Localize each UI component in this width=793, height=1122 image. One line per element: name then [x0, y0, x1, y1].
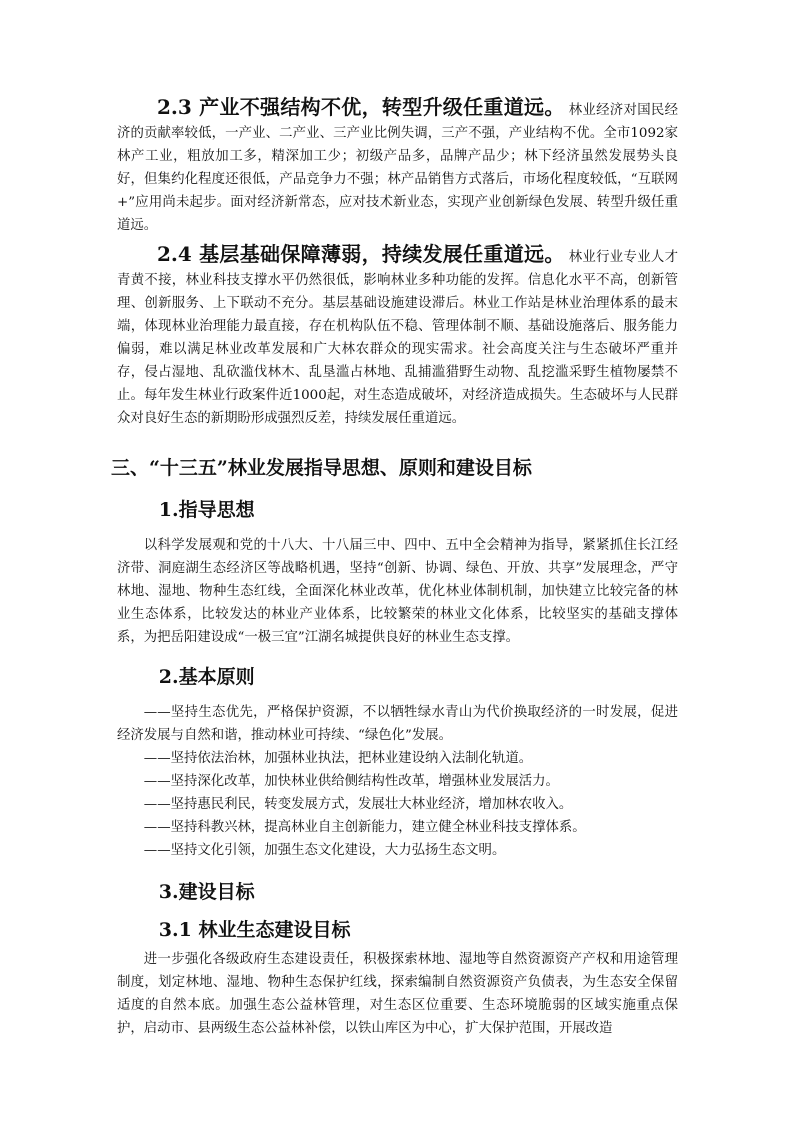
heading-basic-principles: 2.基本原则	[158, 666, 255, 688]
paragraph-2-3-text: 林业经济对国民经济的贡献率较低，一产业、二产业、三产业比例失调，三产不强，产业结构不优。全市1092家林产工业，粗放加工多，精深加工少；初级产品多，品牌产品少；林下经济虽然发展势头良好，但集约化程度还很低，产品竞争力不强；林产品销售方式落后，市场化程度较低，“互联网+”应用尚未起步。面对经济新常态，应对技术新业态，实现产业创新绿色发展、转型升级任重道远。	[117, 103, 678, 233]
paragraph-guiding-ideology: 以科学发展观和党的十八大、十八届三中、四中、五中全会精神为指导，紧紧抓住长江经济带、洞庭湖生态经济区等战略机遇，坚持“创新、协调、绿色、开放、共享”发展理念，严守林地、湿地、物种生态红线，全面深化林业改革，优化林业体制机制，加快建立比较完备的林业生态体系，比较发达的林业产业体系，比较繁荣的林业文化体系，比较坚实的基础支撑体系，为把岳阳建设成“一极三宜”江湖名城提供良好的林业生态支撑。	[117, 538, 678, 645]
paragraph-2-4-text: 林业行业专业人才青黄不接，林业科技支撑水平仍然很低，影响林业多种功能的发挥。信息化水平不高，创新管理、创新服务、上下联动不充分。基层基础设施建设滞后。林业工作站是林业治理体系的最末端，体现林业治理能力最直接，存在机构队伍不稳、管理体制不顺、基础设施落后、服务能力偏弱，难以满足林业改革发展和广大林农群众的现实需求。社会高度关注与生态破坏严重并存，侵占湿地、乱砍滥伐林木、乱垦滥占林地、乱捕滥猎野生动物、乱挖滥采野生植物屡禁不止。每年发生林业行政案件近1000起，对生态造成破坏，对经济造成损失。生态破坏与人民群众对良好生态的新期盼形成强烈反差，持续发展任重道远。	[117, 250, 678, 426]
chapter-3-heading: 三、“十三五”林业发展指导思想、原则和建设目标	[111, 457, 532, 479]
principle-item: ——坚持科教兴林，提高林业自主创新能力，建立健全林业科技支撑体系。	[143, 820, 586, 835]
principle-item: ——坚持文化引领，加强生态文化建设，大力弘扬生态文明。	[143, 843, 506, 858]
principle-item: ——坚持深化改革，加快林业供给侧结构性改革，增强林业发展活力。	[143, 774, 559, 789]
principle-item: ——坚持惠民利民，转变发展方式，发展壮大林业经济，增加林农收入。	[143, 797, 573, 812]
paragraph-2-4	[117, 243, 678, 430]
paragraph-2-3	[117, 96, 678, 237]
heading-3-1: 3.1 林业生态建设目标	[158, 919, 351, 941]
paragraph-3-1: 进一步强化各级政府生态建设责任，积极探索林地、湿地等自然资源资产产权和用途管理制度，划定林地、湿地、物种生态保护红线，探索编制自然资源资产负债表，为生态安全保留适度的自然本底。加强生态公益林管理，对生态区位重要、生态环境脆弱的区域实施重点保护，启动市、县两级生态公益林补偿，以铁山库区为中心，扩大保护范围，开展改造	[117, 952, 678, 1036]
heading-guiding-ideology: 1.指导思想	[158, 499, 255, 521]
heading-2-4: 2.4 基层基础保障薄弱，持续发展任重道远。	[157, 242, 565, 266]
principle-item: ——坚持生态优先，严格保护资源，不以牺牲绿水青山为代价换取经济的一时发展，促进经济发展与自然和谐，推动林业可持续、“绿色化”发展。	[117, 705, 678, 743]
heading-construction-goals: 3.建设目标	[158, 881, 255, 903]
heading-2-3: 2.3 产业不强结构不优，转型升级任重道远。	[157, 95, 565, 119]
principle-item: ——坚持依法治林，加强林业执法，把林业建设纳入法制化轨道。	[143, 751, 533, 766]
